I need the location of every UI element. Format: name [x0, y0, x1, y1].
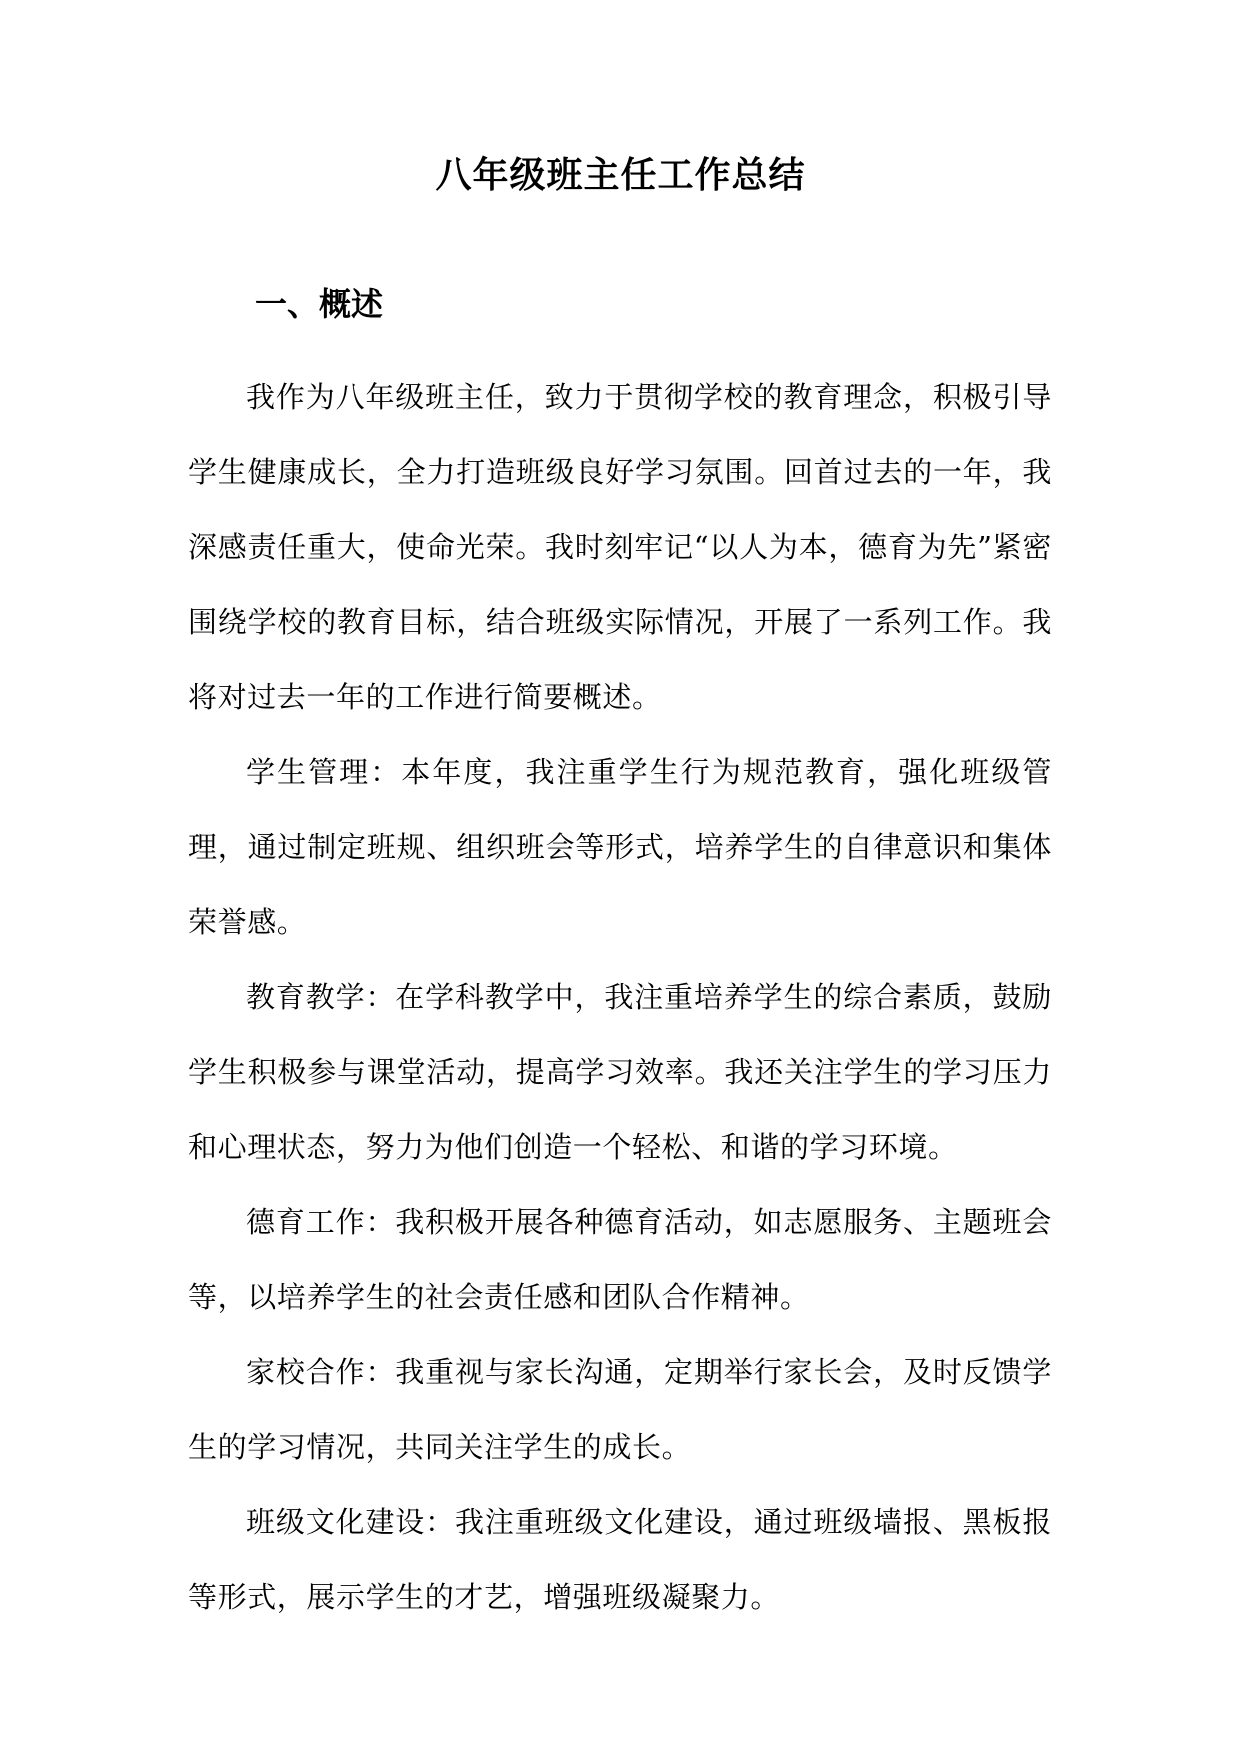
- paragraph-student-management: 学生管理：本年度，我注重学生行为规范教育，强化班级管理，通过制定班规、组织班会等形式，培养学生的自律意识和集体荣誉感。: [188, 755, 1052, 939]
- paragraph-class-culture: 班级文化建设：我注重班级文化建设，通过班级墙报、黑板报等形式，展示学生的才艺，增强班级凝聚力。: [188, 1505, 1052, 1614]
- section-heading: 一、概述: [255, 285, 384, 323]
- paragraph-home-school: 家校合作：我重视与家长沟通，定期举行家长会，及时反馈学生的学习情况，共同关注学生的成长。: [188, 1355, 1052, 1464]
- paragraph-moral-education: 德育工作：我积极开展各种德育活动，如志愿服务、主题班会等，以培养学生的社会责任感和团队合作精神。: [188, 1205, 1052, 1314]
- paragraph-overview: 我作为八年级班主任，致力于贯彻学校的教育理念，积极引导学生健康成长，全力打造班级良好学习氛围。回首过去的一年，我深感责任重大，使命光荣。我时刻牢记“以人为本，德育为先”紧密围绕学校的教育目标，结合班级实际情况，开展了一系列工作。我将对过去一年的工作进行简要概述。: [188, 380, 1052, 714]
- document-body: [188, 360, 1052, 1635]
- paragraph-teaching: 教育教学：在学科教学中，我注重培养学生的综合素质，鼓励学生积极参与课堂活动，提高学习效率。我还关注学生的学习压力和心理状态，努力为他们创造一个轻松、和谐的学习环境。: [188, 980, 1052, 1164]
- document-title: 八年级班主任工作总结: [435, 154, 806, 196]
